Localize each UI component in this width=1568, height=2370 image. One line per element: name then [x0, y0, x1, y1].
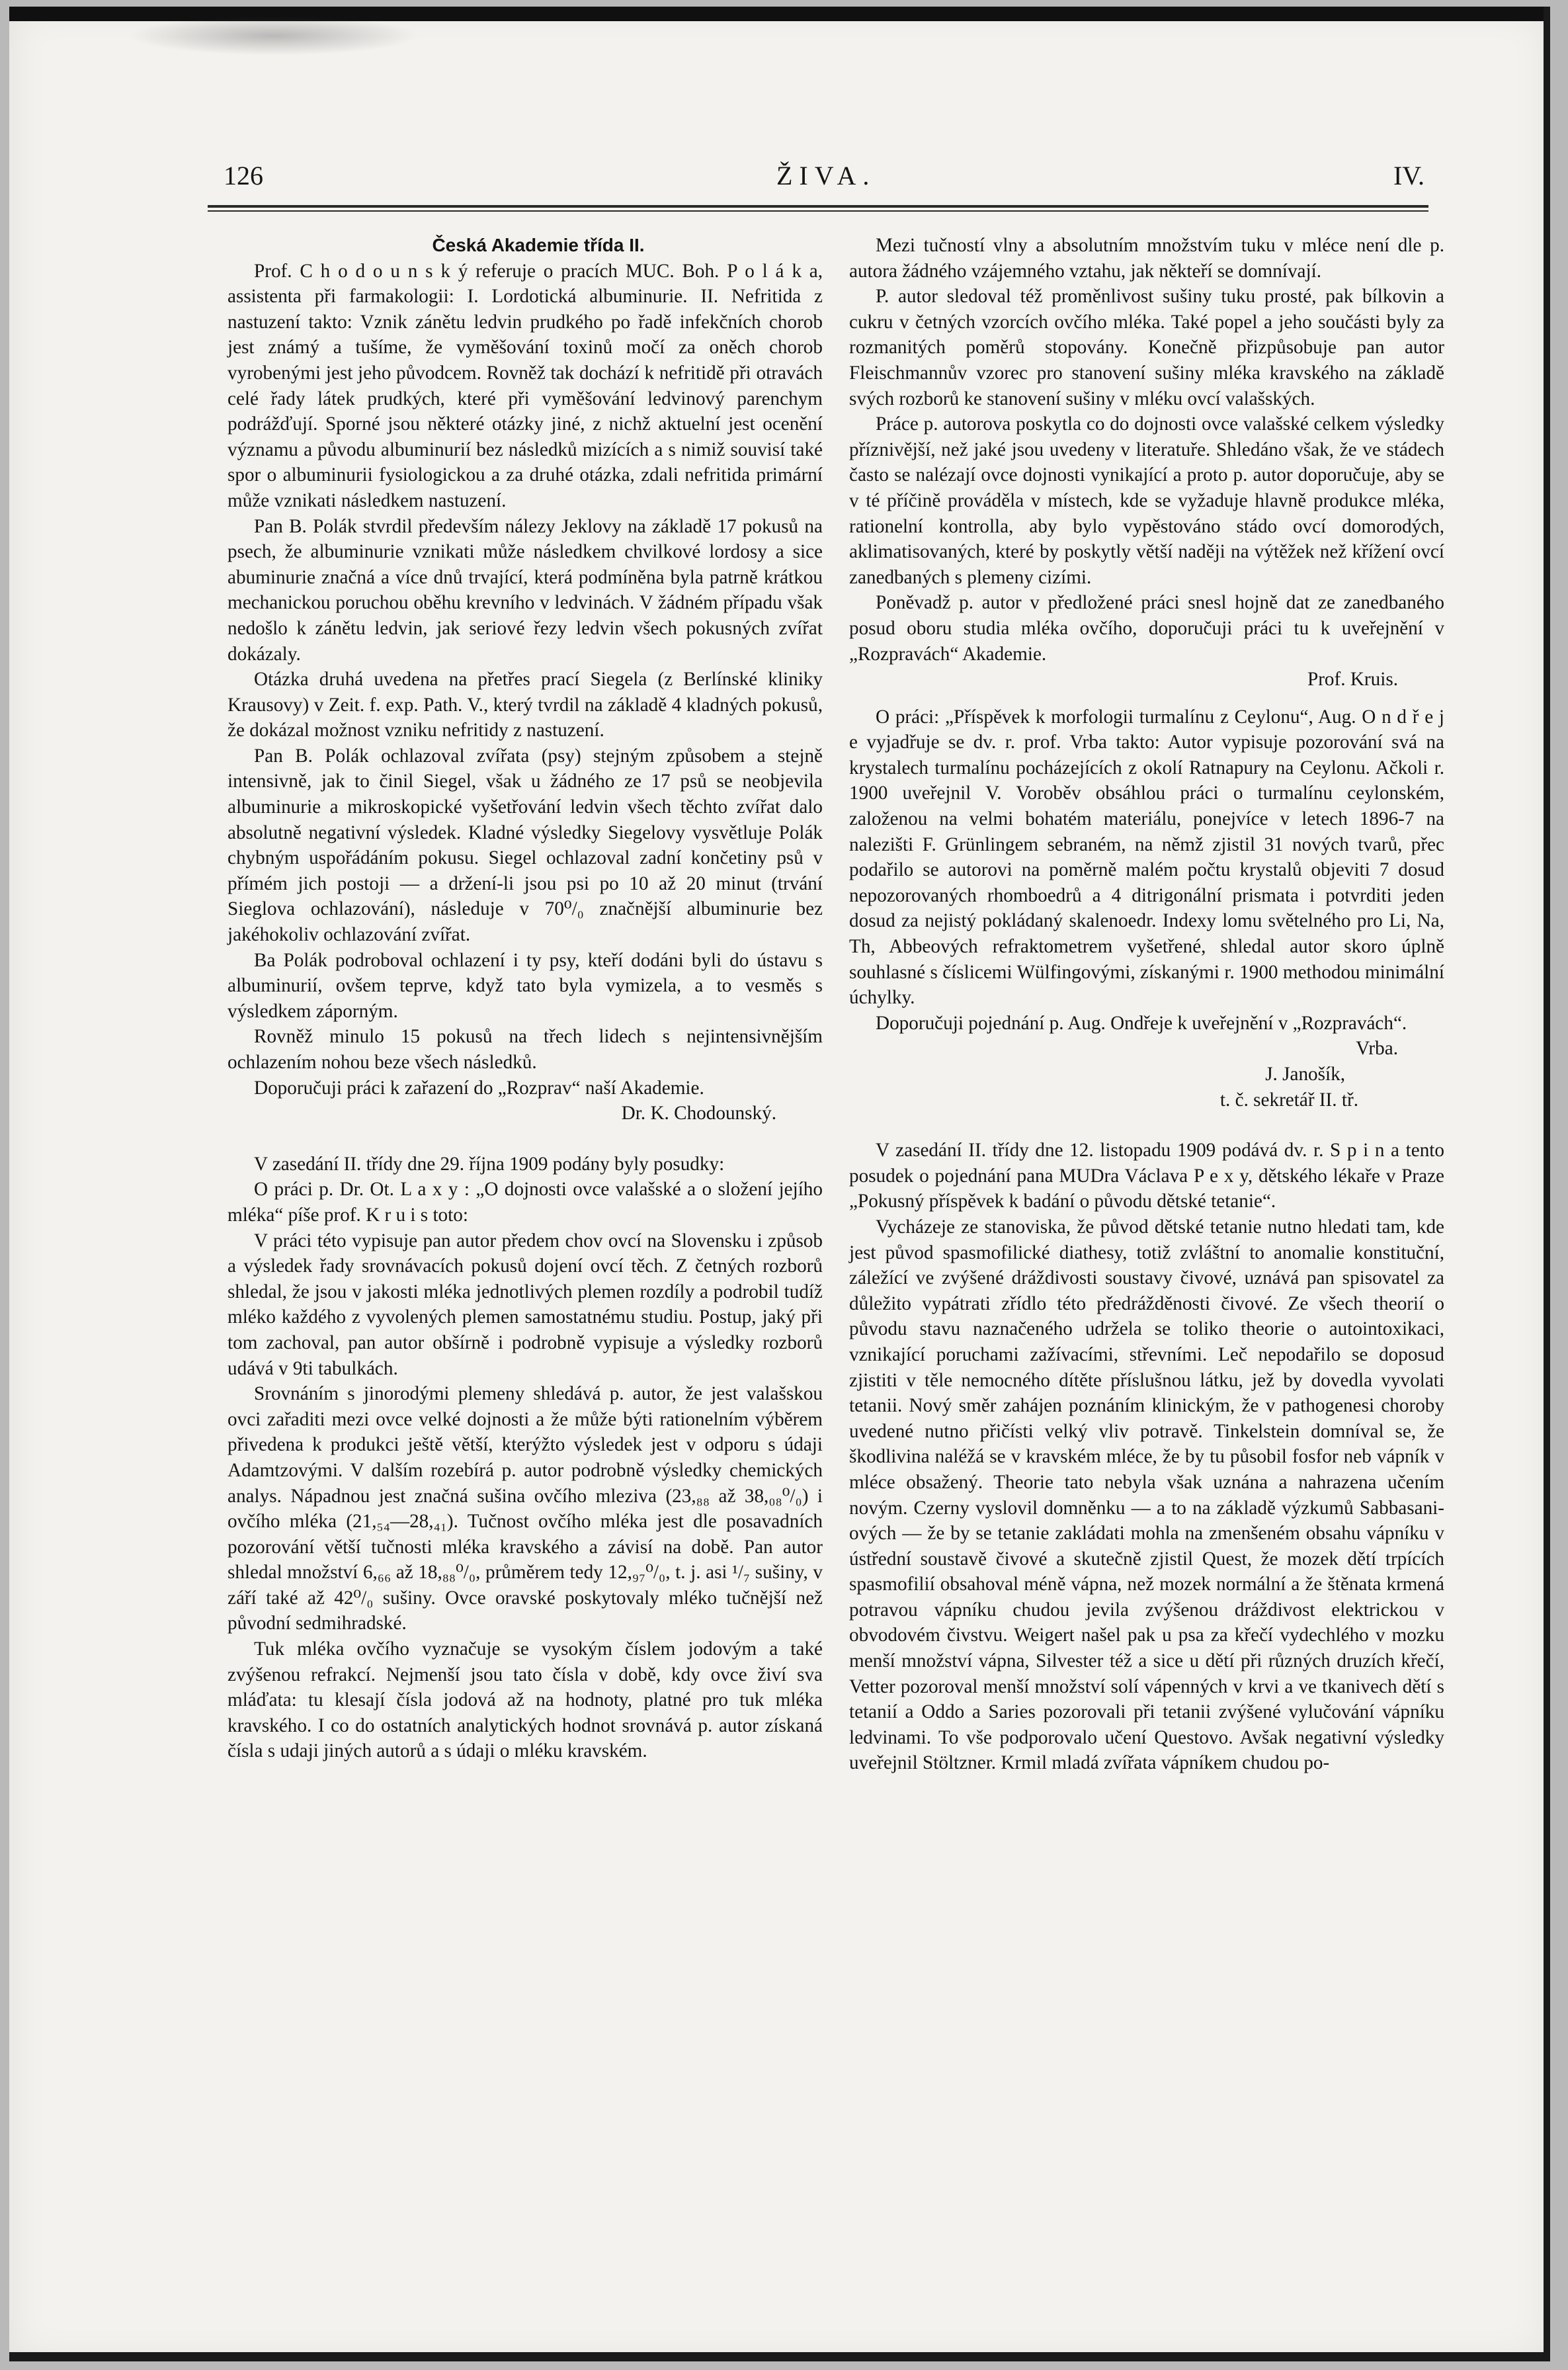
paragraph: Rovněž minulo 15 pokusů na třech lidech s nejintensivnějším ochlazením nohou beze všech následků.: [227, 1026, 823, 1073]
paragraph: Ba Polák podroboval ochlazení i ty psy, kteří dodáni byli do ústavu s albuminurií, ovšem teprve, když tato byla vymizela, a to vesměs s výsledkem záporným.: [227, 949, 823, 1022]
scan-smudge: [128, 16, 419, 56]
paragraph: V práci této vypisuje pan autor předem chov ovcí na Slovensku i způsob a výsledek řady srovnávacích pokusů dojení ovcí těch. Z četných rozborů shledal, že jsou v jakosti mléka jednotlivých plemen rozdíly a podrobil tudíž mléko každého z vyvolených plemen samostatnému studiu. Postup, jaký při tom zachoval, pan autor obšírně i podrobně vypisuje a výsledky rozborů udává v 9ti tabulkách.: [227, 1230, 823, 1379]
paragraph: Vycházeje ze stanoviska, že původ dětské tetanie nutno hledati tam, kde jest původ spasmofilické diathesy, totiž zvláštní to anomalie konstituční, záležící ve zvýšené dráždivosti soustavy čivové, uznává pan spisovatel za důležito vypátrati zřídlo této předrážděnosti čivové. Ze všech theorií o původu stavu naznačeného udržela se toliko theorie o autointoxikaci, vznikající poruchami zažívacími, střevními. Leč nepodařilo se doposud zjistiti v těle nemocného dítěte příslušnou látku, jež by dovedla vyvolati tetanii. Nový směr zahájen poznáním klinickým, že v pathogenesi choroby uvedené nutno přičísti velký vliv potravě. Tinkelstein domníval se, že škodlivina naléžá se v kravském mléce, že by tu působil fosfor neb vápník v mléce obsažený. Theorie tato nebyla však uznána a nahrazena učením novým. Czerny vyslovil domněnku — a to na základě výzkumů Sabbasani-ových — že by se tetanie zakládati mohla na zmenšeném obsahu vápníku v ústřední soustavě čivové a skutečně zjistil Quest, že mozek dětí trpících spasmofilií obsahoval méně vápna, než mozek normální a že štěnata krmená potravou vápníku chudou jevila zvýšenou dráždivost elektrickou v obvodovém čivstvu. Weigert našel pak u psa za křečí vydechlého v mozku menší množství vápna, Silvester též a sice u dětí při různých druzích křečí, Vetter pozoroval menší množství solí vápenných v krvi a ve tkanivech dětí s tetanií a Oddo a Saries pozorovali při tetanii zvýšené vylučování vápníku ledvinami. To vše podporovalo učení Questovo. Avšak negativní výsledky uveřejnil Stöltzner. Krmil mladá zvířata vápníkem chudou po-: [849, 1216, 1444, 1774]
journal-title: ŽIVA.: [776, 161, 876, 190]
signature: t. č. sekretář II. tř.: [1219, 1089, 1358, 1111]
signature: J. Janošík,: [1265, 1064, 1345, 1085]
paragraph: Pan B. Polák stvrdil především nálezy Jeklovy na základě 17 pokusů na psech, že albuminurie vznikati může následkem chvilkové lordosy a sice abuminurie značná a více dnů trvající, která podmíněna byla patrně krátkou mechanickou poruchou oběhu krevního v ledvinách. V žádném případu však nedošlo k zánětu ledvin, jak seriové řezy ledvin všech pokusných zvířat dokázaly.: [227, 515, 823, 665]
session-paragraph: V zasedání II. třídy dne 29. října 1909 podány byly posudky:: [254, 1153, 725, 1175]
page-number: 126: [224, 161, 263, 190]
signature: Vrba.: [1356, 1038, 1398, 1060]
paragraph: Doporučuji pojednání p. Aug. Ondřeje k uveřejnění v „Rozpravách“.: [876, 1012, 1407, 1034]
paragraph: O práci: „Příspěvek k morfologii turmalínu z Ceylonu“, Aug. O n d ř e j e vyjadřuje se dv. r. prof. Vrba takto: Autor vypisuje pozorování svá na krystalech turmalínu pocházejících z okolí Ratnapury na Ceylonu. Ačkoli r. 1900 uveřejnil V. Voroběv obsáhlou práci o turmalínu ceylonském, založenou na velmi bohatém materiálu, ponejvíce v letech 1896-7 na nalezišti F. Grünlingem sebraném, na němž zjistil 31 nových tvarů, přec podařilo se autorovi na poměrně malém počtu krystalů objeviti 7 dosud nepozorovaných rhomboedrů a 4 ditrigonální prismata i potvrditi jeden dosud za nejistý pokládaný skalenoedr. Indexy lomu světelného pro Li, Na, Th, Abbeových refraktometrem vyšetřené, shledal autor skoro úplně souhlasné s číslicemi Wülfingovými, získanými r. 1900 methodou minimální úchylky.: [849, 706, 1444, 1009]
paragraph: Prof. C h o d o u n s k ý referuje o pracích MUC. Boh. P o l á k a, assistenta při farmakologii: I. Lordotická albuminurie. II. Nefritida z nastuzení takto: Vznik zánětu ledvin prudkého po řadě infekčních chorob jest známý a tušíme, že vyměšování toxinů močí za oněch chorob vyrobenými jest jeho původcem. Rovněž tak dochází k nefritidě při otravách celé řady látek prudkých, které při vyměšování ledvinový parenchym podrážďují. Sporné jsou některé otázky jiné, z nichž aktuelní jest ocenění významu a původu albuminurií bez následků mizících a s nimiž souvisí také spor o albuminurii fysiologickou a za druhé otázka, zdali nefritida primární může vznikati následkem nastuzení.: [227, 260, 823, 511]
spacer: [849, 1113, 1444, 1138]
paragraph: Otázka druhá uvedena na přetřes prací Siegela (z Berlínské kliniky Krausovy) v Zeit. f. exp. Path. V., který tvrdil na základě 4 kladných pokusů, že dokázal možnost vzniku nefritidy z nastuzení.: [227, 669, 823, 741]
scan-right-edge: [1544, 7, 1550, 2361]
volume-number: IV.: [1393, 161, 1424, 190]
left-column: [227, 233, 823, 1764]
header-rule: [208, 205, 1428, 208]
paragraph: Tuk mléka ovčího vyznačuje se vysokým číslem jodovým a také zvýšenou refrakcí. Nejmenší jsou tato čísla v době, kdy ovce živí sva mláďata: tu klesají čísla jodová až na hodnoty, platné pro tuk mléka kravského. I co do ostatních analytických hodnot srovnává p. autor získaná čísla s udaji jiných autorů a s údaji o mléku kravském.: [227, 1638, 823, 1762]
paragraph: O práci p. Dr. Ot. L a x y : „O dojnosti ovce valašské a o složení jejího mléka“ píše prof. K r u i s toto:: [227, 1179, 823, 1226]
paragraph: Srovnáním s jinorodými plemeny shledává p. autor, že jest valašskou ovci zařaditi mezi ovce velké dojnosti a že může býti rationelním výběrem přivedena k produkci ještě větší, kterýžto výsledek jest v odporu s údaji Adamtzovými. V dalším rozebírá p. autor podrobně výsledky chemických analys. Nápadnou jest značná sušina ovčího mleziva (23,₈₈ až 38,₀₈⁰/₀) i ovčího mléka (21,₅₄—28,₄₁). Tučnost ovčího mléka jest dle posavadních pozorování větší tučnosti mléka kravského a závisí na době. Pan autor shledal množství 6,₆₆ až 18,₈₈⁰/₀, průměrem tedy 12,₉₇⁰/₀, t. j. asi ¹/₇ sušiny, v září také až 42⁰/₀ sušiny. Ovce oravské poskytovaly mléko tučnější než původní sedmihradské.: [227, 1383, 823, 1634]
paragraph: Mezi tučností vlny a absolutním množstvím tuku v mléce není dle p. autora žádného vzájemného vztahu, jak někteří se domnívají.: [849, 235, 1444, 282]
paragraph: Práce p. autorova poskytla co do dojnosti ovce valašské celkem výsledky příznivější, než jaké jsou uvedeny v literatuře. Shledáno však, že ve stádech často se nalézají ovce dojnosti vynikající a proto p. autor doporučuje, aby se v té příčině prováděla v místech, kde se vyžaduje hlavně produkce mléka, rationelní kontrolla, aby bylo vypěstováno stádo ovcí domorodých, aklimatisovaných, které by poskytly větší naději na výtěžek než křížení ovcí zanedbaných s plemeny cizími.: [849, 413, 1444, 588]
session-paragraph: V zasedání II. třídy dne 12. listopadu 1909 podává dv. r. S p i n a tento posudek o pojednání pana MUDra Václava P e x y, dětského lékaře v Praze „Pokusný příspěvek k badání o původu dětské tetanie“.: [849, 1140, 1444, 1212]
signature: Prof. Kruis.: [1307, 669, 1398, 691]
spacer: [849, 693, 1444, 704]
signature: Dr. K. Chodounský.: [621, 1103, 776, 1124]
spacer: [227, 1126, 823, 1152]
running-header: [214, 160, 1424, 200]
scan-bottom-edge: [9, 2352, 1550, 2361]
right-column: [849, 233, 1444, 1776]
header-rule-thin: [208, 210, 1428, 212]
paragraph: Pan B. Polák ochlazoval zvířata (psy) stejným způsobem a stejně intensivně, jak to činil Siegel, však u žádného ze 17 psů se neobjevila albuminurie a mikroskopické vyšetřování ledvin všech těchto zvířat dalo absolutně negativní výsledek. Kladné výsledky Siegelovy vysvětluje Polák chybným uspořádáním pokusu. Siegel ochlazoval zadní končetiny psů v přímém jich postoji — a držení-li jsou psi po 10 až 20 minut (trvání Sieglova ochlazování), následuje v 70⁰/₀ značnější albuminurie bez jakéhokoliv ochlazování zvířat.: [227, 745, 823, 946]
paragraph: P. autor sledoval též proměnlivost sušiny tuku prosté, pak bílkovin a cukru v četných vzorcích ovčího mléka. Také popel a jeho součásti byly za rozmanitých poměrů stopovány. Konečně přizpůsobuje pan autor Fleischmannův vzorec pro stanovení sušiny mléka kravského na základě svých rozborů ke stanovení sušiny v mléku ovcí valašských.: [849, 286, 1444, 409]
section-heading: Česká Akademie třída II.: [432, 235, 645, 255]
page: [9, 7, 1550, 2361]
paragraph: Poněvadž p. autor v předložené práci snesl hojně dat ze zanedbaného posud oboru studia mléka ovčího, doporučuji práci tu k uveřejnění v „Rozpravách“ Akademie.: [849, 592, 1444, 665]
paragraph: Doporučuji práci k zařazení do „Rozprav“ naší Akademie.: [254, 1077, 704, 1099]
